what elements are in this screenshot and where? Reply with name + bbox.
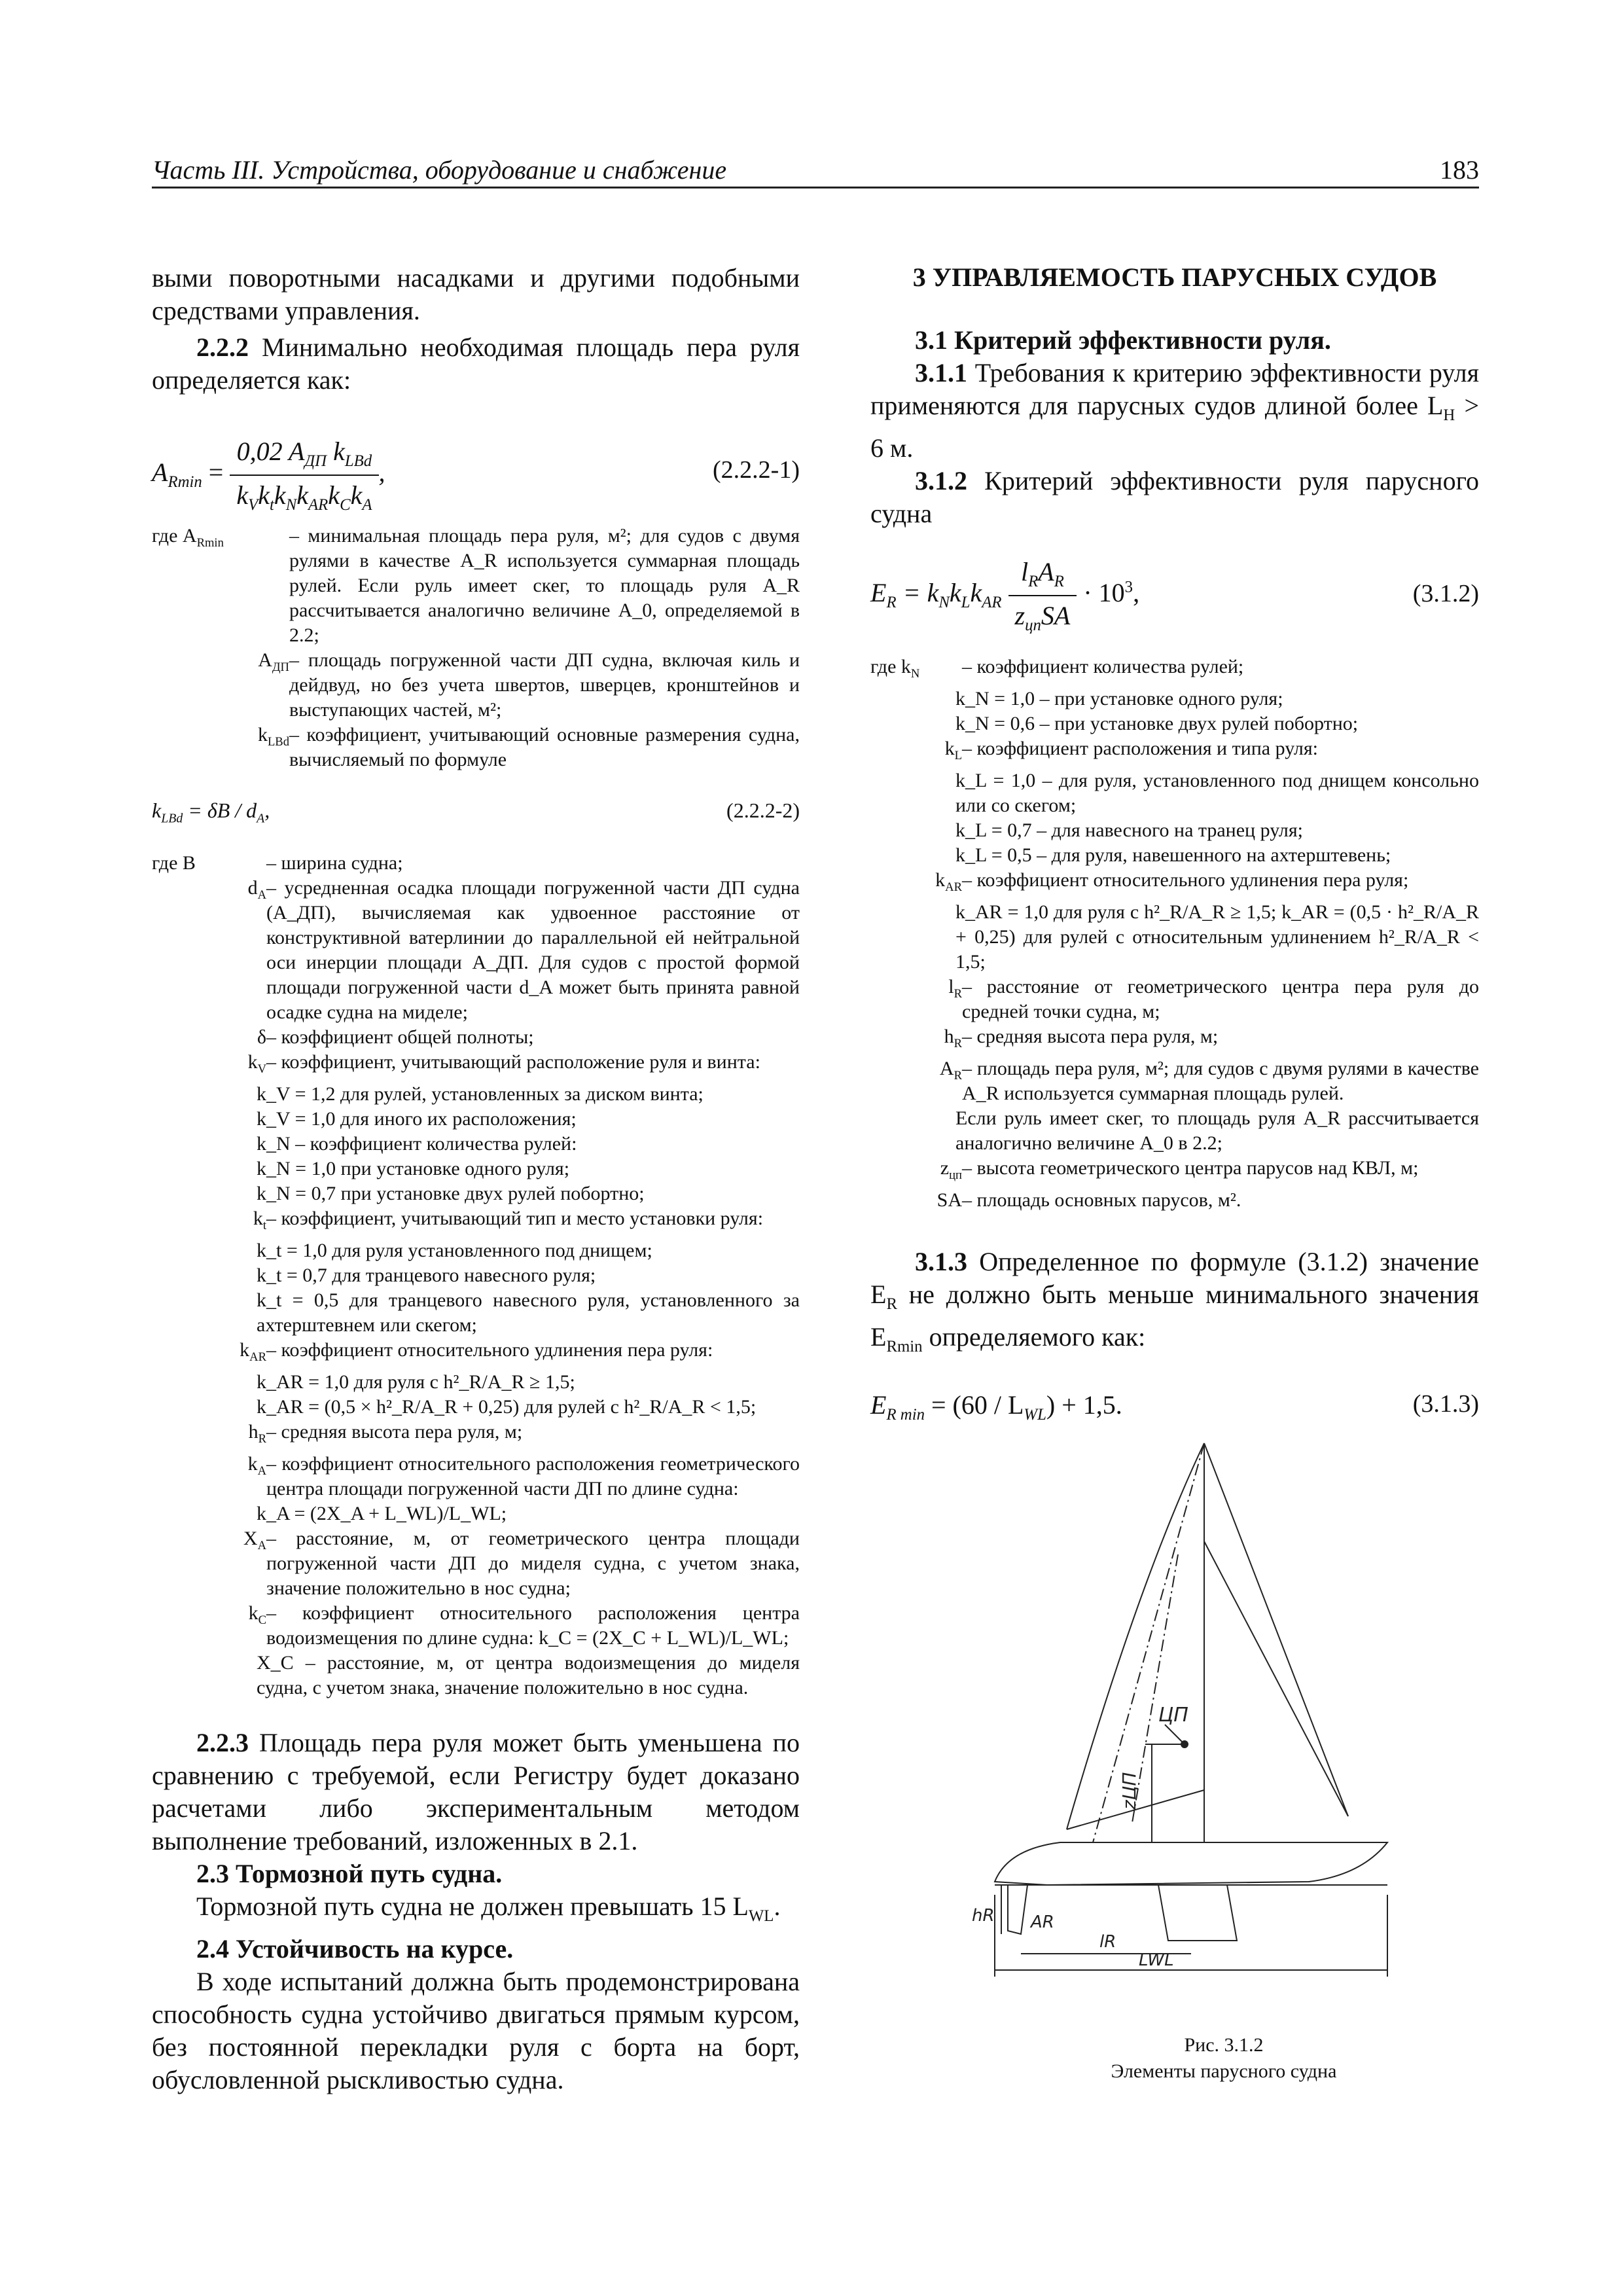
label-hr: hR <box>972 1906 995 1926</box>
label-cp: ЦП <box>1158 1704 1188 1727</box>
heading-3-1: 3.1 Критерий эффективности руля. <box>915 325 1331 355</box>
paragraph-2-3: Тормозной путь судна не должен превышать 15 $L_{WL}$. <box>196 1892 781 1925</box>
page-header <box>152 149 1479 188</box>
intro-paragraph: выми поворотными насадками и другими подобными средствами управления. <box>152 263 800 325</box>
left-column <box>152 262 800 2096</box>
figure-caption: Рис. 3.1.2 Элементы парусного судна <box>1111 2034 1337 2082</box>
sailboat-diagram <box>969 1424 1492 1986</box>
paragraph-3-1-3: 3.1.3 Определенное по формуле (3.1.2) значение $E_R$ не должно быть меньше минимального значения $E_{Rmin}$ определяемого как: <box>870 1247 1479 1355</box>
label-z-cp: zЦП <box>1118 1772 1140 1810</box>
heading-2-3: 2.3 Тормозной путь судна. <box>196 1859 503 1888</box>
right-column <box>870 262 1479 1435</box>
formula-3-1-2: $E_R = k_Nk_Lk_{AR}$ $\frac{l_RA_R}{z_{цп}SA}$ · $10^3$, (3.1.2) <box>870 557 1479 634</box>
where-list-3: где $k_N$ – коэффициент количества рулей; k_N = 1,0 – при установке одного руля; k_N = 0,6 – при установке двух рулей побортно; $k_L$ – коэффициент расположения и типа руля: k_L = 1,0 – для руля, установленного под днищем консольно или со скегом; k_L = 0,7 – для навесного на транец руля; k_L = 0,5 – для руля, навешенного на ахтерштевень; $k_{AR}$ – коэффициент относительного удлинения пера руля; k_AR = 1,0 для руля с h²_R/A_R ≥ 1,5; k_AR = (0,5 · h²_R/A_R + 0,25) для рулей с относительным удлинением h²_R/A_R < 1,5; $l_R$ – расстояние от геометрического центра пера руля до средней точки судна, м; $h_R$ – средняя высота пера руля, м; $A_R$ – площадь пера руля, м²; для судов с двумя рулями в качестве A_R используется суммарная площадь рулей. Если руль имеет скег, то площадь руля A_R рассчитывается аналогично величине A_0 в 2.2; $z_{цп}$ – высота геометрического центра парусов над КВЛ, м; SA – площадь основных парусов, м². <box>870 656 1479 1211</box>
paragraph-2-4: В ходе испытаний должна быть продемонстрирована способность судна устойчиво двигаться прямым курсом, без постоянной перекладки руля с борта на борт, обусловленной рыскливостью судна. <box>152 1967 800 2094</box>
where-list-2: где B – ширина судна; $d_A$ – усредненная осадка площади погруженной части ДП судна (A_ДП), вычисляемая как удвоенное расстояние от конструктивной ватерлинии до параллельной ей нейтральной оси инерции площади A_ДП. Для судов с простой формой площади погруженной части d_A может быть принята равной осадке судна на миделе; δ – коэффициент общей полноты; $k_V$ – коэффициент, учитывающий расположение руля и винта: k_V = 1,2 для рулей, установленных за диском винта; k_V = 1,0 для иного их расположения; k_N – коэффициент количества рулей: k_N = 1,0 при установке одного руля; k_N = 0,7 при установке двух рулей побортно; $k_t$ – коэффициент, учитывающий тип и место установки руля: k_t = 1,0 для руля установленного под днищем; k_t = 0,7 для транцевого навесного руля; k_t = 0,5 для транцевого навесного руля, установленного за ахтерштевнем или скегом; $k_{AR}$ – коэффициент относительного удлинения пера руля: k_AR = 1,0 для руля с h²_R/A_R ≥ 1,5; k_AR = (0,5 × h²_R/A_R + 0,25) для рулей с h²_R/A_R < 1,5; $h_R$ – средняя высота пера руля, м; $k_A$ – коэффициент относительного расположения геометрического центра площади погруженной части ДП по длине судна: k_A = (2X_A + L_WL)/L_WL; $X_A$ – расстояние, м, от геометрического центра площади погруженной части ДП до миделя судна, с учетом знака, значение положительно в нос судна; $k_C$ – коэффициент относительного расположения центра водоизмещения по длине судна: k_C = (2X_C + L_WL)/L_WL; X_C – расстояние, м, от центра водоизмещения до миделя судна, с учетом знака, значение положительно в нос судна. <box>152 852 800 1698</box>
formula-2-2-2-2: $k_{LBd} = \delta B / d_A$, (2.2.2-2) <box>152 798 800 826</box>
rudder <box>1008 1885 1027 1934</box>
mainsail <box>1067 1443 1204 1829</box>
running-title: Часть III. Устройства, оборудование и снабжение <box>152 155 727 185</box>
paragraph-2-2-2: 2.2.2 Минимально необходимая площадь пера руля определяется как: <box>152 332 800 395</box>
paragraph-2-2-3: 2.2.3 Площадь пера руля может быть уменьшена по сравнению с требуемой, если Регистру будет доказано расчетами либо экспериментальным методом выполнение требований, изложенных в 2.1. <box>152 1728 800 1856</box>
label-lwl: LWL <box>1139 1950 1174 1970</box>
where-list-1: где $A_{Rmin}$ – минимальная площадь пера руля, м²; для судов с двумя рулями в качестве A_R используется суммарная площадь рулей. Если руль имеет скег, то площадь руля A_R рассчитывается аналогично величине A_0, определяемой в 2.2; $A_{ДП}$ – площадь погруженной части ДП судна, включая киль и дейдвуд, но без учета швертов, шверцев, кронштейнов и выступающих частей, м²; $k_{LBd}$ – коэффициент, учитывающий основные размерения судна, вычисляемый по формуле <box>152 525 800 770</box>
paragraph-3-1-2: 3.1.2 Критерий эффективности руля парусного судна <box>870 466 1479 528</box>
jib <box>1204 1443 1348 1816</box>
section-title: 3 УПРАВЛЯЕМОСТЬ ПАРУСНЫХ СУДОВ <box>912 262 1437 292</box>
paragraph-3-1-1: 3.1.1 Требования к критерию эффективности руля применяются для парусных судов длиной более $L_H > 6$ м. <box>870 358 1479 463</box>
formula-3-1-3: $E_{R min} = (60 / L_{WL}) + 1,5$. (3.1.3) <box>870 1390 1479 1424</box>
label-lr: lR <box>1099 1932 1116 1952</box>
dash-line-1 <box>1093 1443 1204 1842</box>
page-number: 183 <box>1440 155 1479 185</box>
hull <box>995 1842 1387 1885</box>
heading-2-4: 2.4 Устойчивость на курсе. <box>196 1934 514 1964</box>
label-ar: AR <box>1031 1912 1054 1932</box>
keel <box>1158 1885 1237 1941</box>
formula-2-2-2-1: $A_{Rmin}$ = $\frac{0,02 A_{ДП} k_{LBd}}{k_Vk_tk_Nk_{AR}k_Ck_A}$ , (2.2.2-1) <box>152 437 800 514</box>
